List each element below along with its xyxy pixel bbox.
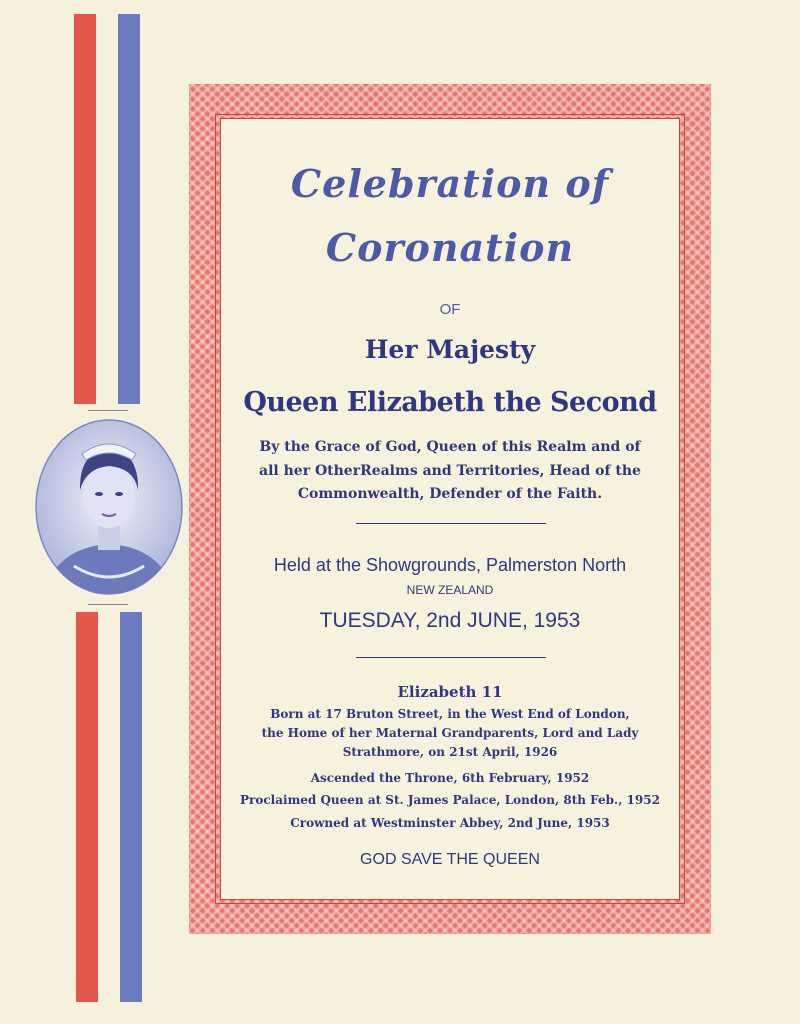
subject-line-1: Her Majesty (364, 335, 536, 364)
left-blue-stripe-top (118, 14, 140, 404)
event-date: TUESDAY, 2nd JUNE, 1953 (319, 609, 581, 632)
bio-line-1: Born at 17 Bruton Street, in the West End of London, (270, 707, 630, 721)
bio-name: Elizabeth 11 (397, 683, 503, 701)
titles-line-1: By the Grace of God, Queen of this Realm and of (259, 439, 641, 455)
certificate-content (220, 118, 680, 900)
portrait-rule-bottom (88, 604, 128, 605)
closing-text: GOD SAVE THE QUEEN (360, 851, 540, 868)
bio-crowned: Crowned at Westminster Abbey, 2nd June, 1953 (290, 816, 610, 830)
event-venue: Held at the Showgrounds, Palmerston North (273, 555, 627, 575)
divider-1 (356, 523, 546, 524)
title-line-1: Celebration of (290, 161, 610, 206)
bio-proclaimed: Proclaimed Queen at St. James Palace, London, 8th Feb., 1952 (240, 793, 660, 807)
title-line-2: Coronation (325, 225, 575, 270)
left-blue-stripe-bottom (120, 612, 142, 1002)
divider-2 (356, 657, 546, 658)
portrait-rule-top (88, 410, 128, 411)
titles-line-3: Commonwealth, Defender of the Faith. (297, 486, 603, 502)
event-country: NEW ZEALAND (406, 583, 494, 597)
bio-line-2: the Home of her Maternal Grandparents, Lord and Lady (261, 726, 639, 740)
bio-ascended: Ascended the Throne, 6th February, 1952 (310, 771, 590, 785)
subject-line-2: Queen Elizabeth the Second (243, 387, 657, 418)
queen-portrait (34, 418, 184, 596)
left-red-stripe-top (74, 14, 96, 404)
title-of: OF (439, 301, 461, 318)
titles-line-2: all her OtherRealms and Territories, Head of the (259, 463, 641, 479)
bio-line-3: Strathmore, on 21st April, 1926 (342, 745, 558, 759)
left-red-stripe-bottom (76, 612, 98, 1002)
